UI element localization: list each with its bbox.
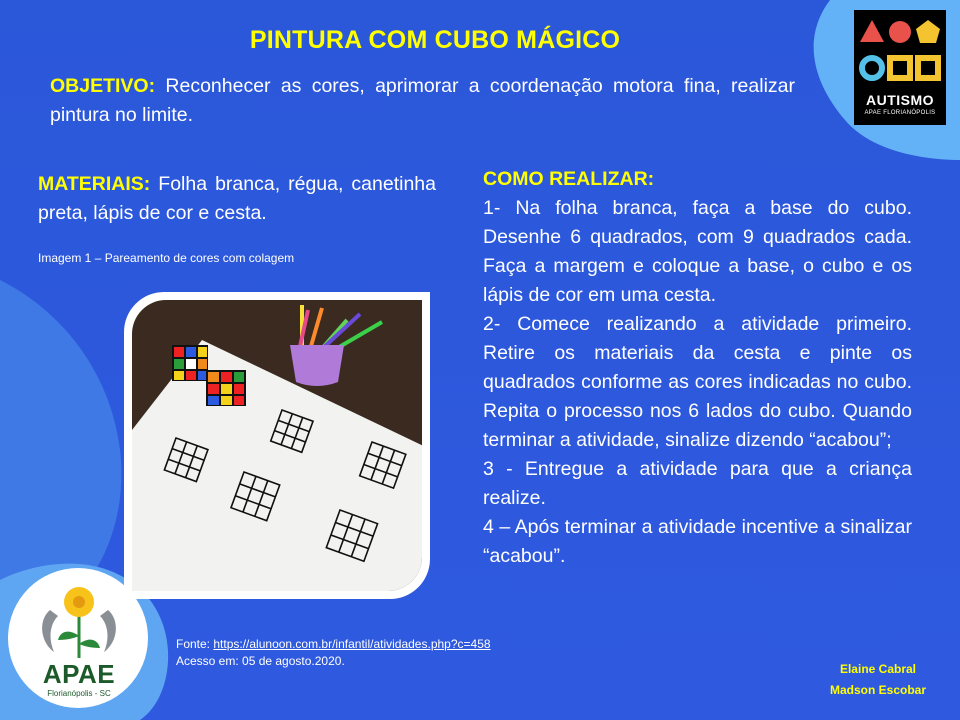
materials-paragraph	[38, 170, 436, 228]
how-to-heading: COMO REALIZAR:	[483, 168, 655, 190]
materials-text: Folha branca, régua, canetinha preta, lápis de cor e cesta.	[38, 173, 436, 224]
autismo-logo-subtext: APAE FLORIANÓPOLIS	[864, 110, 936, 116]
source-block	[176, 636, 491, 670]
autismo-shapes-icon	[854, 10, 946, 92]
activity-photo	[132, 300, 422, 591]
author-name: Madson Escobar	[829, 683, 926, 697]
materials-label: MATERIAIS:	[38, 173, 151, 195]
apae-logo-text: APAE	[42, 659, 116, 689]
objective-text: Reconhecer as cores, aprimorar a coordenação motora fina, realizar pintura no limite.	[50, 75, 795, 126]
how-to-section	[483, 165, 912, 571]
objective-paragraph	[50, 72, 795, 130]
how-to-step-4: 4 – Após terminar a atividade incentive a sinalizar “acabou”.	[483, 516, 912, 567]
author-name: Elaine Cabral	[839, 662, 916, 676]
access-date: Acesso em: 05 de agosto.2020.	[176, 654, 345, 668]
how-to-step-3: 3 - Entregue a atividade para que a criança realize.	[483, 458, 912, 509]
source-label: Fonte:	[176, 637, 214, 651]
apae-logo-subtext: Florianópolis - SC	[47, 689, 111, 698]
apae-flower-icon	[24, 580, 134, 660]
authors-block	[830, 659, 926, 701]
rubik-cube-1	[172, 345, 208, 381]
activity-photo-frame	[124, 292, 430, 599]
page-title: PINTURA COM CUBO MÁGICO	[249, 26, 621, 54]
autismo-logo	[854, 10, 946, 125]
source-link[interactable]: https://alunoon.com.br/infantil/atividades.php?c=458	[213, 637, 491, 651]
apae-logo	[24, 580, 134, 710]
objective-label: OBJETIVO:	[50, 75, 156, 97]
how-to-step-2: 2- Comece realizando a atividade primeiro. Retire os materiais da cesta e pinte os quadrados conforme as cores indicadas no cubo. Repita o processo nos 6 lados do cubo. Quando terminar a atividade, sinalize dizendo “acabou”;	[483, 313, 912, 451]
rubik-cube-2	[206, 370, 246, 406]
autismo-logo-text: AUTISMO	[865, 92, 935, 108]
image-caption: Imagem 1 – Pareamento de cores com colagem	[38, 251, 295, 265]
how-to-step-1: 1- Na folha branca, faça a base do cubo. Desenhe 6 quadrados, com 9 quadrados cada. Faça a margem e coloque a base, o cubo e os lápis de cor em uma cesta.	[483, 197, 912, 306]
